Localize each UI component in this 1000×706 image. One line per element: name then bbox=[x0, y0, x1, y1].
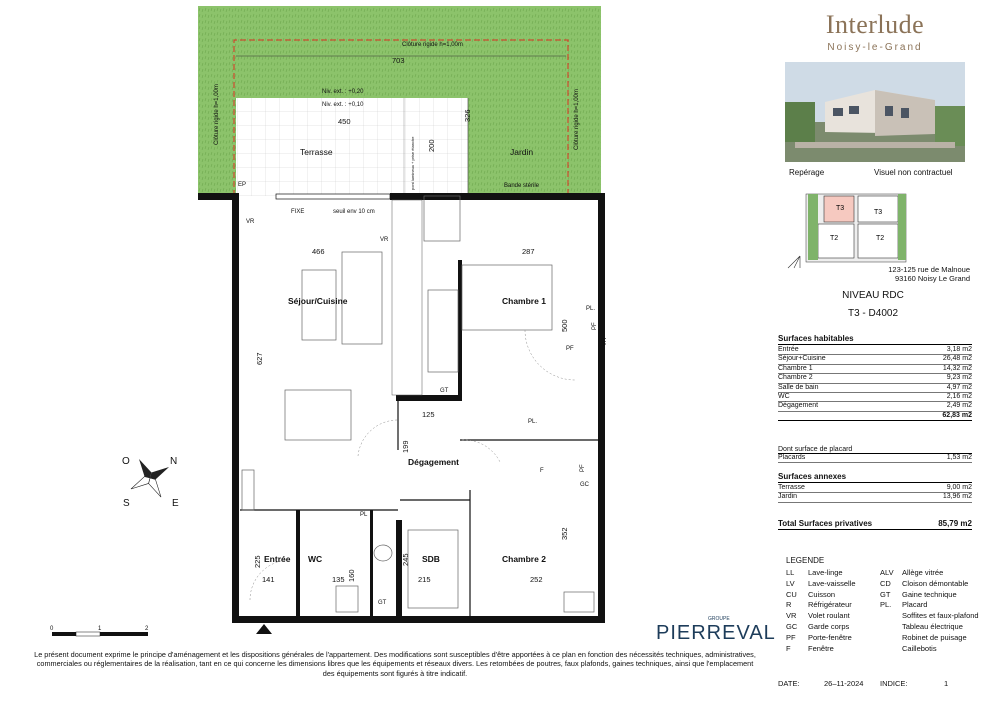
svg-text:326: 326 bbox=[463, 109, 472, 122]
legend-item: Tableau électrique bbox=[902, 621, 963, 631]
legend-item: F Fenêtre bbox=[786, 643, 834, 653]
svg-text:GC: GC bbox=[580, 482, 589, 488]
svg-text:466: 466 bbox=[312, 247, 325, 256]
legend-left bbox=[786, 568, 878, 654]
annexes-table: Surfaces annexes Terrasse 9,00 m2 Jardin 13,96 m2 bbox=[778, 472, 972, 503]
svg-text:160: 160 bbox=[347, 569, 356, 582]
note-ep: EP bbox=[238, 182, 247, 188]
brand-logo bbox=[780, 10, 970, 53]
compass-n: N bbox=[170, 456, 178, 467]
room-terrasse: Terrasse bbox=[300, 147, 333, 157]
niveau-label: NIVEAU RDC bbox=[842, 290, 904, 301]
note-cloture-top: Clôture rigide h=1,00m bbox=[402, 42, 463, 48]
svg-text:627: 627 bbox=[255, 352, 264, 365]
legend-item: PL. Placard bbox=[880, 600, 928, 610]
room-entree: Entrée bbox=[264, 554, 291, 564]
compass-s: S bbox=[123, 498, 130, 509]
note-seuil: seuil env 10 cm bbox=[333, 209, 375, 215]
svg-text:703: 703 bbox=[392, 56, 405, 65]
caption-reperage: Repérage bbox=[789, 168, 825, 177]
legend-item: CD Cloison démontable bbox=[880, 578, 969, 588]
svg-text:125: 125 bbox=[422, 410, 435, 419]
habitable-total: 62,83 m2 bbox=[942, 411, 972, 419]
legend-item: VR Volet roulant bbox=[786, 611, 850, 621]
svg-text:500: 500 bbox=[560, 319, 569, 332]
svg-text:GT: GT bbox=[378, 600, 387, 606]
developer-logo: PIERREVAL bbox=[656, 622, 776, 644]
note-niv2: Niv. ext. : +0,10 bbox=[322, 102, 364, 108]
compass-icon bbox=[122, 456, 179, 509]
svg-text:VR: VR bbox=[380, 237, 389, 243]
scale-bar bbox=[50, 626, 149, 636]
svg-text:245: 245 bbox=[401, 553, 410, 566]
svg-text:VR: VR bbox=[602, 337, 608, 346]
svg-text:GT: GT bbox=[440, 388, 449, 394]
address: 123-125 rue de Malnoue 93160 Noisy Le Grand bbox=[888, 265, 970, 283]
note-cloture-left: Clôture rigide h=1,00m bbox=[214, 84, 220, 145]
svg-text:T2: T2 bbox=[830, 235, 839, 242]
room-wc: WC bbox=[308, 554, 323, 564]
note-fixe: FIXE bbox=[291, 209, 305, 215]
svg-text:PL: PL bbox=[360, 512, 368, 518]
baie-fixe bbox=[276, 194, 390, 199]
svg-text:PF: PF bbox=[592, 322, 598, 330]
svg-text:PF: PF bbox=[566, 346, 574, 352]
svg-text:T3: T3 bbox=[836, 205, 845, 212]
legend-item: GC Garde corps bbox=[786, 621, 850, 631]
room-sejour: Séjour/Cuisine bbox=[288, 296, 348, 306]
svg-text:T2: T2 bbox=[876, 235, 885, 242]
room-jardin: Jardin bbox=[510, 147, 534, 157]
svg-text:F: F bbox=[540, 468, 544, 474]
svg-text:225: 225 bbox=[253, 555, 262, 568]
room-sdb: SDB bbox=[422, 554, 440, 564]
svg-text:T3: T3 bbox=[874, 209, 883, 216]
stairs bbox=[392, 200, 422, 395]
key-plan bbox=[786, 192, 916, 272]
svg-text:352: 352 bbox=[560, 527, 569, 540]
lot-label: T3 - D4002 bbox=[847, 308, 899, 319]
legend-right bbox=[880, 568, 990, 654]
room-chambre1: Chambre 1 bbox=[502, 296, 546, 306]
svg-text:0: 0 bbox=[50, 626, 54, 632]
entrance-arrow-icon bbox=[256, 624, 272, 634]
legend-item: CU Cuisson bbox=[786, 589, 836, 599]
svg-text:VR: VR bbox=[246, 219, 255, 225]
surfaces-habitables-table: Surfaces habitables Entrée 3,18 m2 Séjour+Cuisine 26,48 m2 Chambre 1 14,32 m2 Chambre 2 9,23 m2 Salle de bain 4,97 m2 WC 2,16 m2 Dégagement 2,49 m2 62,83 m2 bbox=[778, 334, 972, 421]
svg-text:PF: PF bbox=[580, 464, 586, 472]
compass-e: E bbox=[172, 498, 179, 509]
note-bande: Bande stérile bbox=[504, 183, 540, 189]
brand-name: Interlude bbox=[825, 10, 925, 39]
legend-item: LV Lave-vaisselle bbox=[786, 578, 856, 588]
legend-item: Robinet de puisage bbox=[902, 632, 967, 642]
legend-item: ALV Allège vitrée bbox=[880, 568, 944, 577]
legend-item: R Réfrigérateur bbox=[786, 600, 852, 610]
disclaimer: Le présent document exprime le principe d'aménagement et les dispositions générales de l'appartement. Des modifications sont susceptibles d'être apportées à ce plan en fonction des nécessités techniques, administratives, commerciales ou réglementaires de la réalisation, tant en ce qui concerne les dimensions libres que les équipements et réseaux divers. Les retombées de poutres, faux plafonds, gaines techniques, ainsi que l'emplacement des équipements sont figurés à titre indicatif. bbox=[34, 650, 756, 678]
svg-text:200: 200 bbox=[427, 139, 436, 152]
svg-text:2: 2 bbox=[145, 626, 149, 632]
svg-text:287: 287 bbox=[522, 247, 535, 256]
caption-visuel: Visuel non contractuel bbox=[874, 168, 953, 177]
note-pont: pont lumineux + prise étanche bbox=[410, 136, 415, 190]
svg-text:135: 135 bbox=[332, 575, 345, 584]
legend-item: Soffites et faux-plafond bbox=[902, 611, 979, 621]
svg-text:PL.: PL. bbox=[586, 306, 596, 312]
svg-text:450: 450 bbox=[338, 117, 351, 126]
date-bar: DATE: 26–11-2024 INDICE: 1 bbox=[778, 679, 949, 688]
legend-item: GT Gaine technique bbox=[880, 589, 957, 599]
room-degagement: Dégagement bbox=[408, 457, 460, 467]
note-niv1: Niv. ext. : +0,20 bbox=[322, 89, 364, 95]
developer-groupe: GROUPE bbox=[708, 616, 730, 622]
placard-table: Dont surface de placard Placards 1,53 m2 bbox=[778, 446, 972, 463]
svg-text:1: 1 bbox=[98, 626, 102, 632]
svg-text:PL.: PL. bbox=[528, 419, 538, 425]
legend-item: Caillebotis bbox=[902, 643, 937, 653]
total-privatives: Total Surfaces privatives 85,79 m2 bbox=[778, 519, 972, 528]
legend-item: LL Lave-linge bbox=[786, 568, 843, 577]
brand-city: Noisy-le-Grand bbox=[827, 42, 923, 53]
svg-text:252: 252 bbox=[530, 575, 543, 584]
svg-text:141: 141 bbox=[262, 575, 275, 584]
note-cloture-right: Clôture rigide h=1,00m bbox=[574, 89, 580, 150]
compass-o: O bbox=[122, 456, 130, 467]
svg-text:199: 199 bbox=[401, 440, 410, 453]
legend-item: PF Porte-fenêtre bbox=[786, 632, 852, 642]
legend-title: LEGENDE bbox=[786, 556, 825, 565]
building-render-image bbox=[785, 62, 965, 162]
svg-text:215: 215 bbox=[418, 575, 431, 584]
room-chambre2: Chambre 2 bbox=[502, 554, 546, 564]
